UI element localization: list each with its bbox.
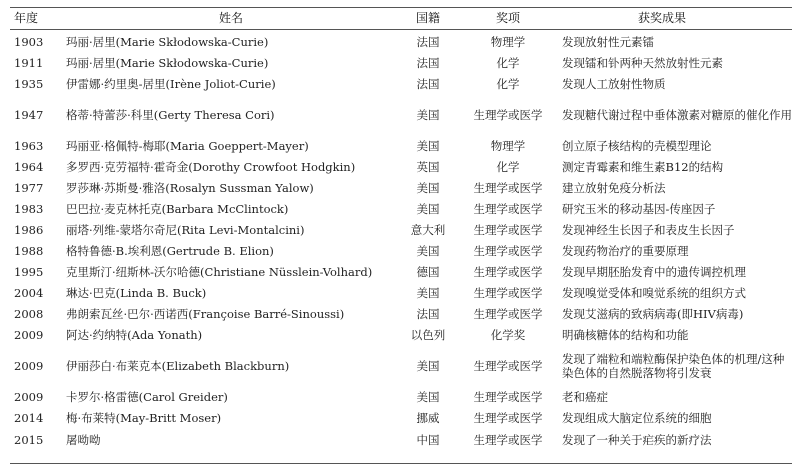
cell-year: 2015: [14, 432, 44, 447]
cell-name: 格特鲁德·B.埃利恩(Gertrude B. Elion): [66, 244, 274, 258]
cell-name: 卡罗尔·格雷德(Carol Greider): [66, 389, 228, 404]
table-row: [0, 346, 800, 386]
table-row: [0, 136, 800, 156]
cell-achievement: 建立放射免疫分析法: [562, 181, 666, 195]
cell-name: 阿达·约纳特(Ada Yonath): [66, 328, 203, 342]
cell-year: 1995: [14, 265, 44, 279]
cell-year: 2008: [14, 307, 44, 321]
table-row: [0, 325, 800, 345]
table-row: [0, 262, 800, 282]
cell-name: 伊丽莎白·布莱克本(Elizabeth Blackburn): [66, 359, 290, 373]
table-row: [0, 53, 800, 73]
cell-nationality: 中国: [416, 432, 440, 447]
cell-nationality: 美国: [416, 139, 440, 153]
table-row: [0, 199, 800, 219]
table-row: [0, 157, 800, 177]
cell-nationality: 美国: [416, 202, 440, 216]
cell-award: 生理学或医学: [473, 202, 543, 216]
cell-award: 化学: [496, 160, 520, 174]
header-name: 姓名: [218, 11, 243, 25]
cell-achievement: 创立原子核结构的壳模型理论: [562, 139, 712, 153]
cell-nationality: 美国: [416, 108, 440, 122]
cell-achievement: 发现药物治疗的重要原理: [562, 244, 689, 258]
cell-award: 化学: [496, 77, 520, 91]
cell-nationality: 法国: [416, 77, 440, 91]
cell-year: 2009: [14, 389, 44, 404]
cell-nationality: 美国: [416, 181, 440, 195]
cell-award: 生理学或医学: [473, 244, 543, 258]
table-row: [0, 304, 800, 324]
cell-name: 梅·布莱特(May-Britt Moser): [66, 411, 222, 425]
cell-nationality: 美国: [416, 286, 440, 300]
cell-year: 2009: [14, 359, 44, 373]
table-row: [0, 95, 800, 135]
cell-award: 生理学或医学: [473, 286, 543, 300]
cell-name: 罗莎琳·苏斯曼·雅洛(Rosalyn Sussman Yalow): [66, 181, 314, 195]
cell-year: 1983: [14, 202, 44, 216]
cell-nationality: 英国: [416, 160, 440, 174]
header-year: 年度: [14, 11, 39, 25]
cell-year: 2014: [14, 411, 44, 425]
cell-achievement: 发现神经生长因子和表皮生长因子: [562, 223, 735, 237]
cell-year: 1903: [14, 35, 44, 49]
cell-nationality: 美国: [416, 359, 440, 373]
cell-nationality: 德国: [416, 265, 440, 279]
cell-year: 1963: [14, 139, 44, 153]
cell-achievement: 发现了一种关于疟疾的新疗法: [562, 432, 712, 447]
cell-achievement: 发现放射性元素镭: [562, 35, 654, 49]
table-row: [0, 408, 800, 428]
cell-nationality: 意大利: [410, 223, 446, 237]
table-row: [0, 220, 800, 240]
cell-award: 生理学或医学: [473, 432, 543, 447]
cell-year: 1911: [14, 56, 44, 70]
cell-name: 巴巴拉·麦克林托克(Barbara McClintock): [66, 202, 289, 216]
cell-name: 多罗西·克劳福特·霍奇金(Dorothy Crowfoot Hodgkin): [66, 160, 356, 174]
cell-award: 化学奖: [490, 328, 526, 342]
bottom-rule: [10, 463, 792, 464]
cell-achievement: 发现了端粒和端粒酶保护染色体的机理/这种染色体的自然脱落物将引发衰: [562, 352, 785, 380]
cell-nationality: 美国: [416, 244, 440, 258]
cell-award: 生理学或医学: [473, 411, 543, 425]
cell-award: 化学: [496, 56, 520, 70]
cell-name: 玛丽·居里(Marie Skłodowska-Curie): [66, 56, 269, 70]
cell-award: 生理学或医学: [473, 181, 543, 195]
cell-achievement: 发现糖代谢过程中垂体激素对糖原的催化作用: [562, 108, 792, 122]
table-row: [0, 386, 800, 407]
cell-achievement: 发现人工放射性物质: [562, 77, 666, 91]
table-row: [0, 241, 800, 261]
cell-award: 物理学: [490, 139, 526, 153]
header-row: [0, 8, 800, 28]
cell-award: 生理学或医学: [473, 265, 543, 279]
cell-award: 生理学或医学: [473, 223, 543, 237]
cell-achievement: 老和癌症: [562, 389, 608, 404]
cell-year: 1986: [14, 223, 44, 237]
cell-year: 1977: [14, 181, 44, 195]
cell-award: 物理学: [490, 35, 526, 49]
cell-nationality: 法国: [416, 307, 440, 321]
cell-year: 2004: [14, 286, 44, 300]
cell-nationality: 美国: [416, 389, 440, 404]
cell-nationality: 以色列: [410, 328, 446, 342]
cell-name: 琳达·巴克(Linda B. Buck): [66, 286, 207, 300]
header-achievement: 获奖成果: [637, 11, 686, 25]
cell-year: 1935: [14, 77, 44, 91]
cell-name: 屠呦呦: [66, 432, 101, 447]
cell-achievement: 测定青霉素和维生素B12的结构: [562, 160, 724, 174]
cell-name: 丽塔·列维-蒙塔尔奇尼(Rita Levi-Montalcini): [66, 223, 305, 237]
cell-nationality: 法国: [416, 35, 440, 49]
cell-year: 1964: [14, 160, 44, 174]
cell-name: 格蒂·特蕾莎·科里(Gerty Theresa Cori): [66, 108, 275, 122]
cell-achievement: 发现早期胚胎发育中的遗传调控机理: [562, 265, 746, 279]
cell-achievement: 发现艾滋病的致病病毒(即HIV病毒): [562, 307, 744, 321]
cell-award: 生理学或医学: [473, 307, 543, 321]
table-row: [0, 283, 800, 303]
table-row: [0, 74, 800, 94]
cell-name: 弗朗索瓦丝·巴尔·西诺西(Françoise Barré-Sinoussi): [66, 307, 345, 321]
cell-achievement: 明确核糖体的结构和功能: [562, 328, 689, 342]
header-award: 奖项: [495, 11, 520, 25]
cell-nationality: 法国: [416, 56, 440, 70]
cell-achievement: 发现镭和钋两种天然放射性元素: [562, 56, 723, 70]
cell-name: 玛丽亚·格佩特-梅耶(Maria Goeppert-Mayer): [66, 139, 309, 153]
cell-award: 生理学或医学: [473, 389, 543, 404]
cell-year: 1988: [14, 244, 44, 258]
table-row: [0, 178, 800, 198]
header-rule: [10, 29, 792, 30]
table-row: [0, 32, 800, 52]
cell-name: 克里斯汀·纽斯林-沃尔哈德(Christiane Nüsslein-Volhard): [66, 265, 373, 279]
cell-award: 生理学或医学: [473, 108, 543, 122]
cell-nationality: 挪威: [416, 411, 440, 425]
cell-year: 1947: [14, 108, 44, 122]
cell-achievement: 发现组成大脑定位系统的细胞: [562, 411, 712, 425]
cell-year: 2009: [14, 328, 44, 342]
table-row: [0, 429, 800, 450]
cell-name: 伊雷娜·约里奥-居里(Irène Joliot-Curie): [66, 77, 276, 91]
cell-award: 生理学或医学: [473, 359, 543, 373]
cell-achievement: 发现嗅觉受体和嗅觉系统的组织方式: [562, 286, 746, 300]
header-nationality: 国籍: [415, 11, 440, 25]
cell-name: 玛丽·居里(Marie Skłodowska-Curie): [66, 35, 269, 49]
cell-achievement: 研究玉米的移动基因-传座因子: [562, 202, 716, 216]
